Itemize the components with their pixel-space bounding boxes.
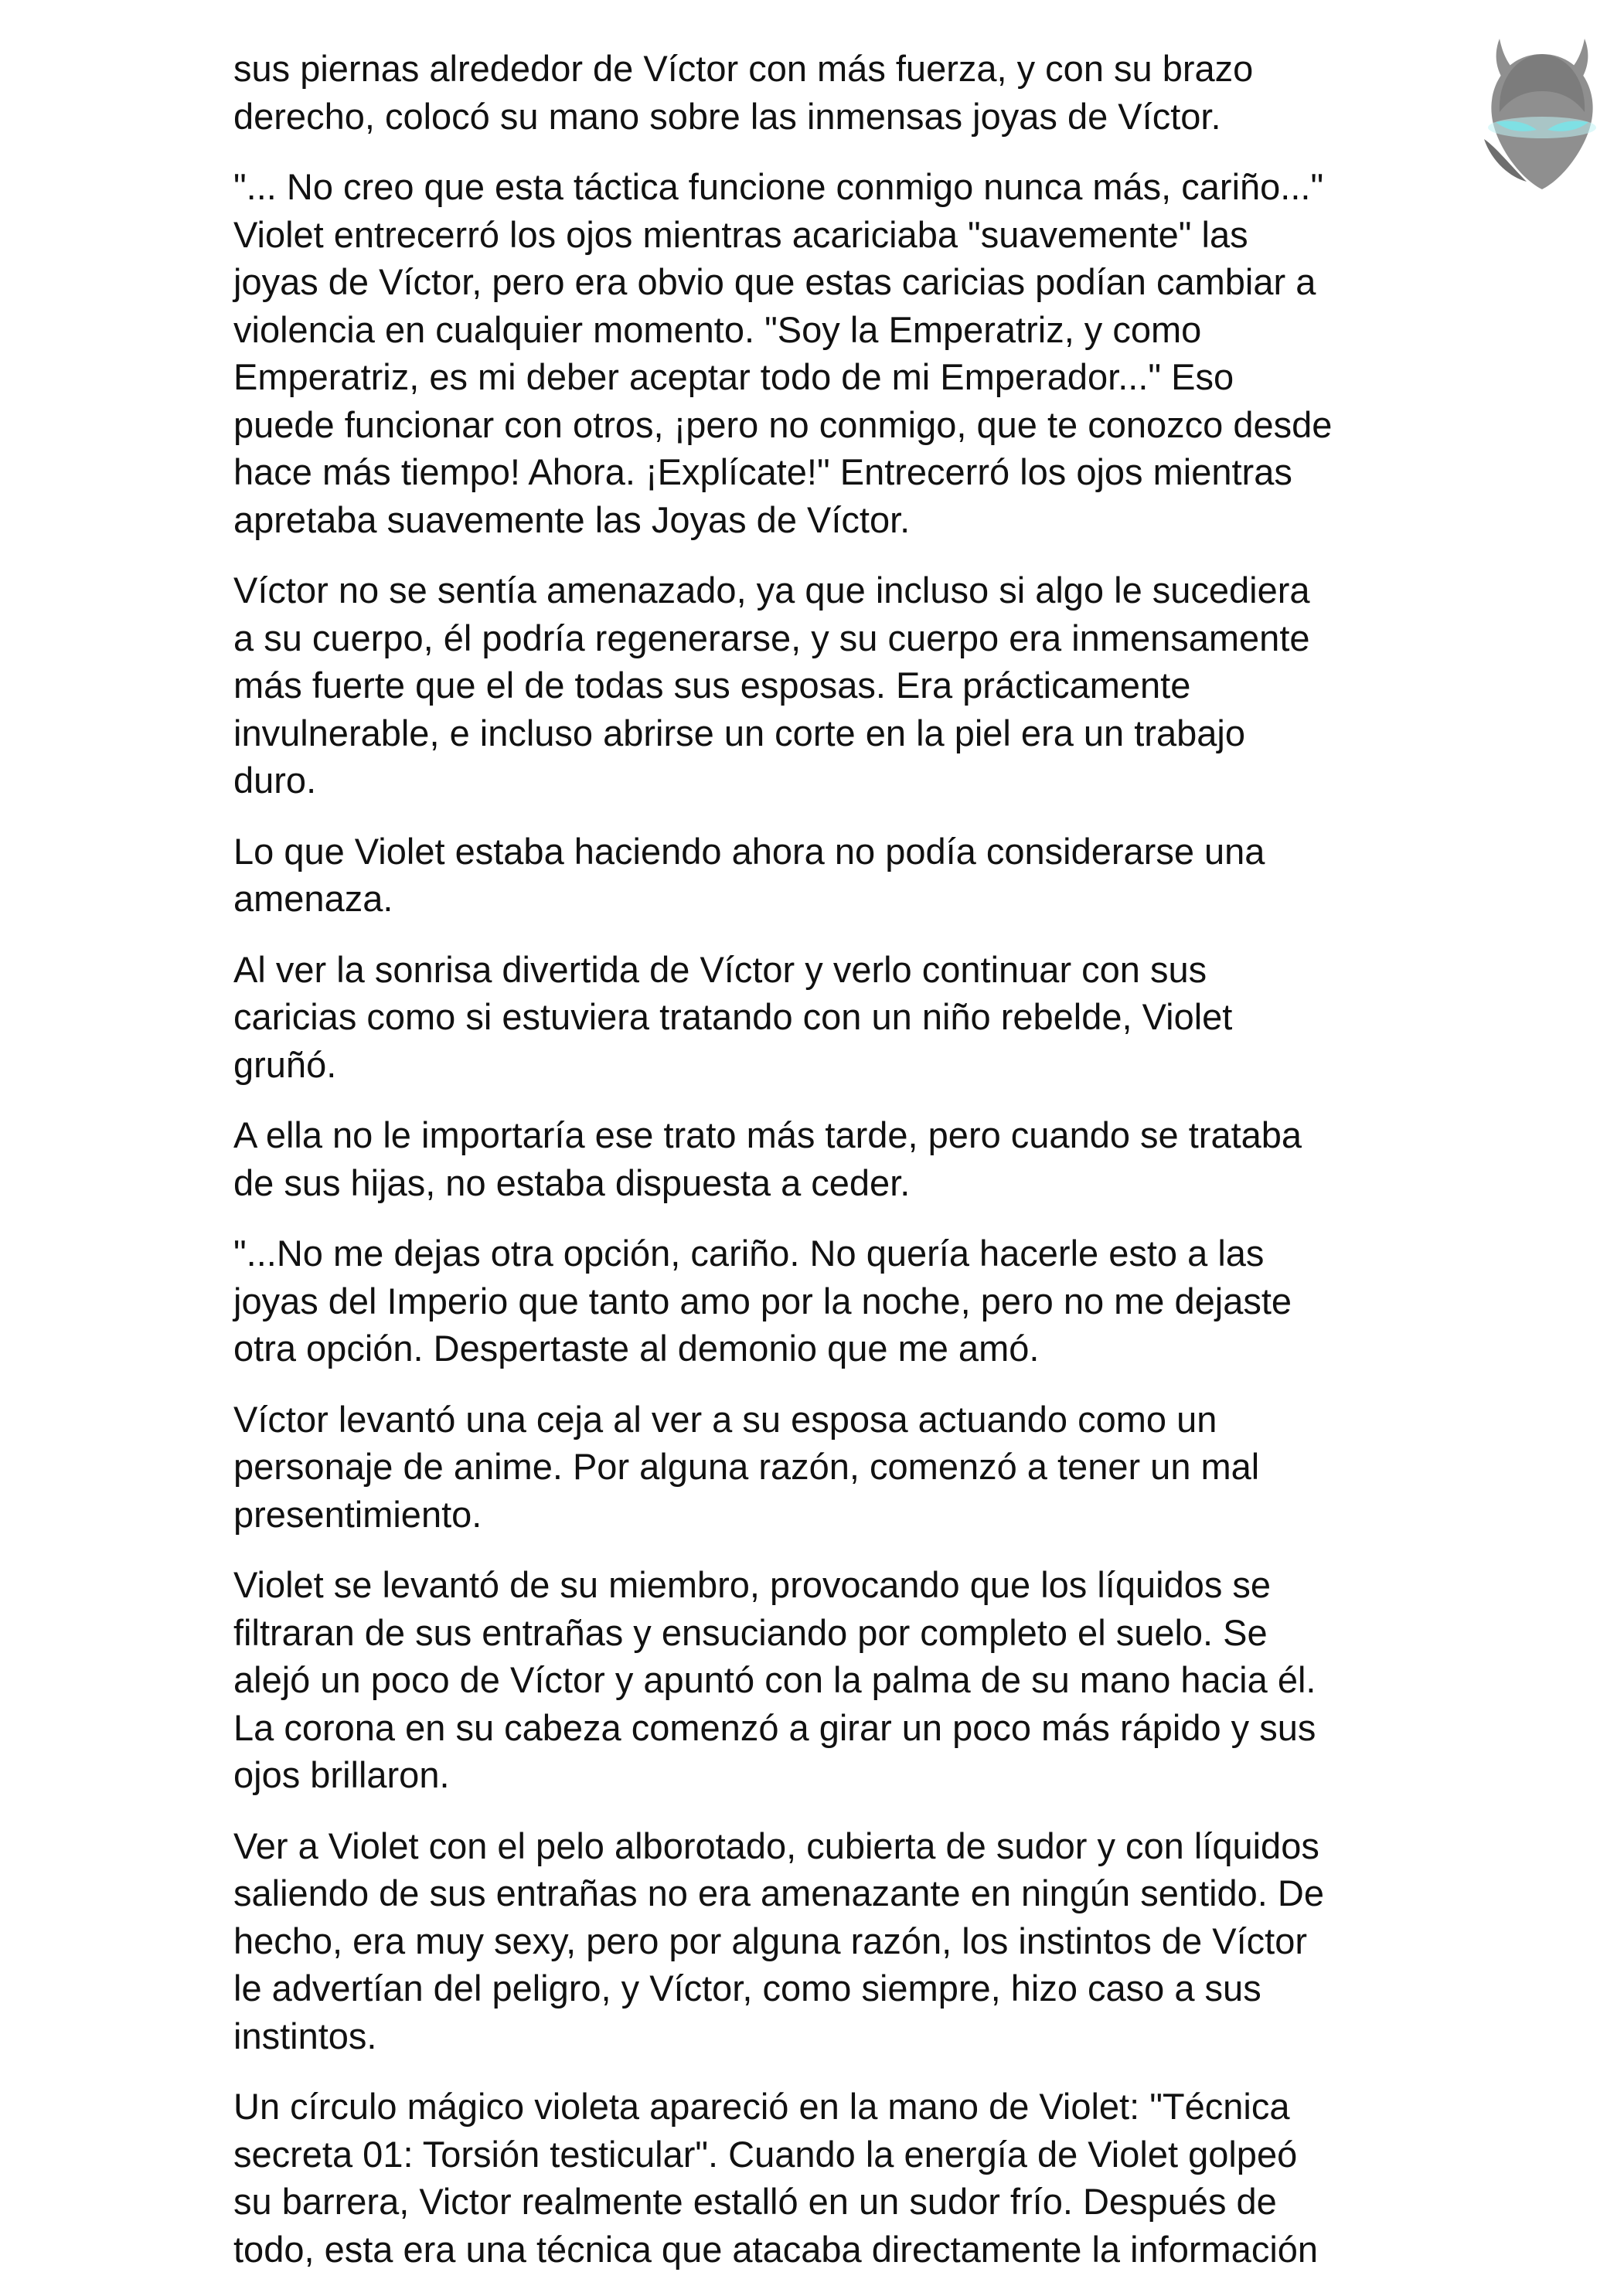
paragraph: Lo que Violet estaba haciendo ahora no podía considerarse una amenaza. — [233, 830, 1265, 919]
paragraph: Ver a Violet con el pelo alborotado, cubierta de sudor y con líquidos saliendo de sus entrañas no era amenazante en ningún sentido. De hecho, era muy sexy, pero por alguna razón, los instintos de Víctor le advertían del peligro, y Víctor, como siempre, hizo caso a sus instintos. — [233, 1825, 1324, 2056]
paragraph: Violet se levantó de su miembro, provocando que los líquidos se filtraran de sus entrañas y ensuciando por completo el suelo. Se alejó un poco de Víctor y apuntó con la palma de su mano hacia él. La corona en su cabeza comenzó a girar un poco más rápido y sus ojos brillaron. — [233, 1564, 1316, 1795]
demon-head-icon — [1469, 23, 1615, 201]
eyes-glow — [1488, 117, 1596, 138]
paragraph: "... No creo que esta táctica funcione conmigo nunca más, cariño..." Violet entrecerró los ojos mientras acariciaba "suavemente" las joyas de Víctor, pero era obvio que estas caricias podían cambiar a violencia en cualquier momento. "Soy la Emperatriz, y como Emperatriz, es mi deber aceptar todo de mi Emperador..." Eso puede funcionar con otros, ¡pero no conmigo, que te conozco desde hace más tiempo! Ahora. ¡Explícate!" Entrecerró los ojos mientras apretaba suavemente las Joyas de Víctor. — [233, 166, 1333, 540]
paragraph: sus piernas alrededor de Víctor con más fuerza, y con su brazo derecho, colocó su mano sobre las inmensas joyas de Víctor. — [233, 48, 1254, 137]
paragraph: A ella no le importaría ese trato más tarde, pero cuando se trataba de sus hijas, no estaba dispuesta a ceder. — [233, 1114, 1302, 1203]
paragraph: Víctor levantó una ceja al ver a su esposa actuando como un personaje de anime. Por alguna razón, comenzó a tener un mal presentimiento. — [233, 1398, 1260, 1535]
paragraph: "...No me dejas otra opción, cariño. No quería hacerle esto a las joyas del Imperio que tanto amo por la noche, pero no me dejaste otra opción. Despertaste al demonio que me amó. — [233, 1233, 1292, 1369]
paragraph: Un círculo mágico violeta apareció en la mano de Violet: "Técnica secreta 01: Torsión testicular". Cuando la energía de Violet golpeó su barrera, Victor realmente estalló en un sudor frío. Después de todo, esta era una técnica que atacaba directamente la información — [233, 2086, 1319, 2270]
body-text — [233, 45, 1408, 2296]
paragraph: Al ver la sonrisa divertida de Víctor y verlo continuar con sus caricias como si estuviera tratando con un niño rebelde, Violet gruñó. — [233, 948, 1233, 1085]
paragraph: Víctor no se sentía amenazado, ya que incluso si algo le sucediera a su cuerpo, él podría regenerarse, y su cuerpo era inmensamente más fuerte que el de todas sus esposas. Era prácticamente invulnerable, e incluso abrirse un corte en la piel era un trabajo duro. — [233, 570, 1310, 801]
